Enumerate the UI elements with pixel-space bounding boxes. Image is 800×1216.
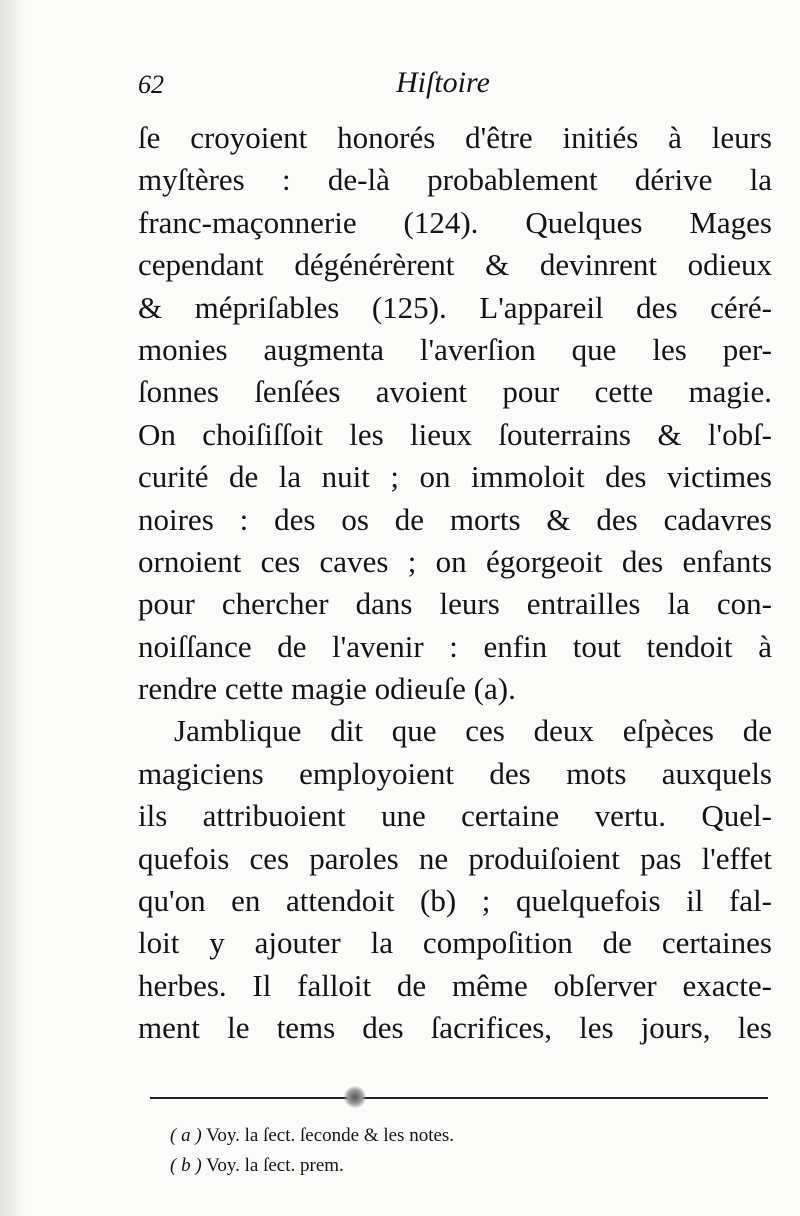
text-line: On choiſiſſoit les lieux ſouterrains & l'obſ-: [138, 416, 772, 452]
text-line: loit y ajouter la compoſition de certaines: [138, 925, 772, 961]
text-line: herbes. Il falloit de même obſerver exacte-: [138, 967, 772, 1003]
text-line: qu'on en attendoit (b) ; quelquefois il fal-: [138, 883, 772, 919]
footnote-text: Voy. la ſect. prem.: [201, 1155, 344, 1176]
footnote-rule: [150, 1097, 768, 1099]
text-line: rendre cette magie odieuſe (a).: [138, 671, 516, 707]
text-line: franc-maçonnerie (124). Quelques Mages: [138, 204, 772, 240]
text-line: ment le tems des ſacrifices, les jours, les: [138, 1010, 772, 1046]
text-line: ils attribuoient une certaine vertu. Quel-: [138, 798, 772, 834]
text-line: Jamblique dit que ces deux eſpèces de: [174, 713, 772, 749]
text-line: & mépriſables (125). L'appareil des céré-: [138, 289, 772, 325]
text-line: ornoient ces caves ; on égorgeoit des enfants: [138, 543, 772, 579]
text-line: curité de la nuit ; on immoloit des victimes: [138, 459, 772, 495]
text-line: noires : des os de morts & des cadavres: [138, 501, 772, 537]
body-text: [138, 117, 772, 1050]
page-number: 62: [138, 70, 164, 99]
text-line: cependant dégénérèrent & devinrent odieux: [138, 247, 772, 283]
footnote-mark: ( a ): [170, 1125, 202, 1146]
text-line: myſtères : de-là probablement dérive la: [138, 162, 772, 198]
text-line: noiſſance de l'avenir : enfin tout tendoit à: [138, 628, 772, 664]
footnote: [170, 1151, 730, 1181]
running-title: Hiſtoire: [396, 66, 490, 99]
text-line: ſonnes ſenſées avoient pour cette magie.: [138, 374, 772, 410]
footnotes: [170, 1121, 730, 1181]
text-line: quefois ces paroles ne produiſoient pas l'effet: [138, 840, 772, 876]
footnote: [170, 1121, 730, 1151]
footnote-text: Voy. la ſect. ſeconde & les notes.: [201, 1125, 455, 1146]
text-line: ſe croyoient honorés d'être initiés à leurs: [138, 120, 772, 155]
text-line: monies augmenta l'averſion que les per-: [138, 331, 772, 367]
text-line: pour chercher dans leurs entrailles la con-: [138, 586, 772, 622]
text-line: magiciens employoient des mots auxquels: [138, 755, 772, 791]
ink-blot-ornament: [344, 1086, 366, 1108]
footnote-mark: ( b ): [170, 1155, 202, 1176]
page-edge-shadow: [0, 0, 26, 1216]
